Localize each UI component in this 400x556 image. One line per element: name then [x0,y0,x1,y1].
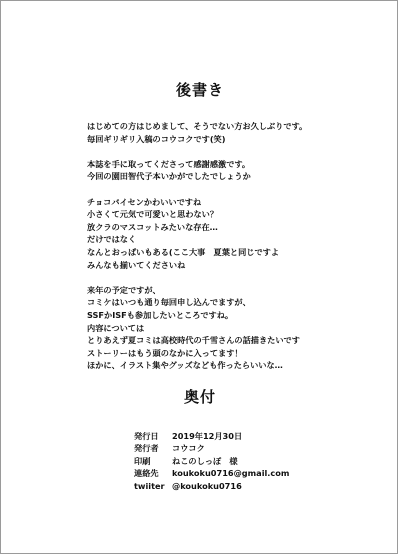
text-line: 内容については [87,322,145,333]
text-line: なんとおっぱいもある(ここ大事 夏葉と同じですよ [87,246,280,257]
colophon-row-printer [134,455,289,467]
colophon-key: 発行者 [134,443,159,454]
paragraph-character [87,196,367,272]
text-line: だけではなく [87,234,137,245]
colophon-key: twiiter [134,480,165,491]
text-line: 毎回ギリギリ入稿のコウコクです(笑) [87,133,226,144]
colophon-value: ねこのしっぽ 様 [172,455,238,466]
text-line: ストーリーはもう頭のなかに入ってます！ [87,347,243,358]
text-line: 本誌を手に取ってくださって感謝感激です。 [87,158,251,169]
text-line: SSFかISFも参加したいところですね。 [87,309,234,320]
text-line: 放クラのマスコットみたいな存在… [87,221,218,232]
text-line: はじめての方はじめまして、そうでない方お久しぶりです。 [87,121,308,131]
colophon-value: 2019年12月30日 [172,431,243,441]
colophon-row-date [134,430,289,442]
colophon-row-publisher [134,442,289,454]
colophon-key: 連絡先 [134,468,159,479]
colophon-title: 奥付 [183,388,216,406]
paragraph-thanks [87,158,367,183]
colophon-row-twitter [134,480,289,492]
colophon-value: koukoku0716@gmail.com [172,468,290,479]
afterword-body [87,120,367,372]
text-line: 今回の園田智代子本いかがでしたでしょうか [87,171,251,182]
colophon-value: @koukoku0716 [172,480,242,491]
text-line: チョコバイセンかわいいですね [87,196,202,207]
text-line: ほかに、イラスト集やグッズなども作ったらいいな… [87,360,283,371]
colophon-key: 発行日 [134,431,159,441]
colophon-table [134,430,289,492]
colophon-value: コウコク [172,443,205,454]
colophon-row-contact [134,467,289,479]
text-line: みんなも揃いてくださいね [87,259,186,270]
colophon-key: 印刷 [134,455,151,466]
text-line: 来年の予定ですが、 [87,284,161,295]
text-line: コミケはいつも通り毎回申し込んでますが、 [87,297,251,308]
paragraph-greeting [87,120,367,145]
text-line: 小さくて元気で可愛いと思わない？ [87,209,219,220]
paragraph-plans [87,284,367,372]
text-line: とりあえず夏コミは高校時代の千雪さんの話描きたいです [87,335,300,346]
afterword-title: 後書き [175,81,224,99]
